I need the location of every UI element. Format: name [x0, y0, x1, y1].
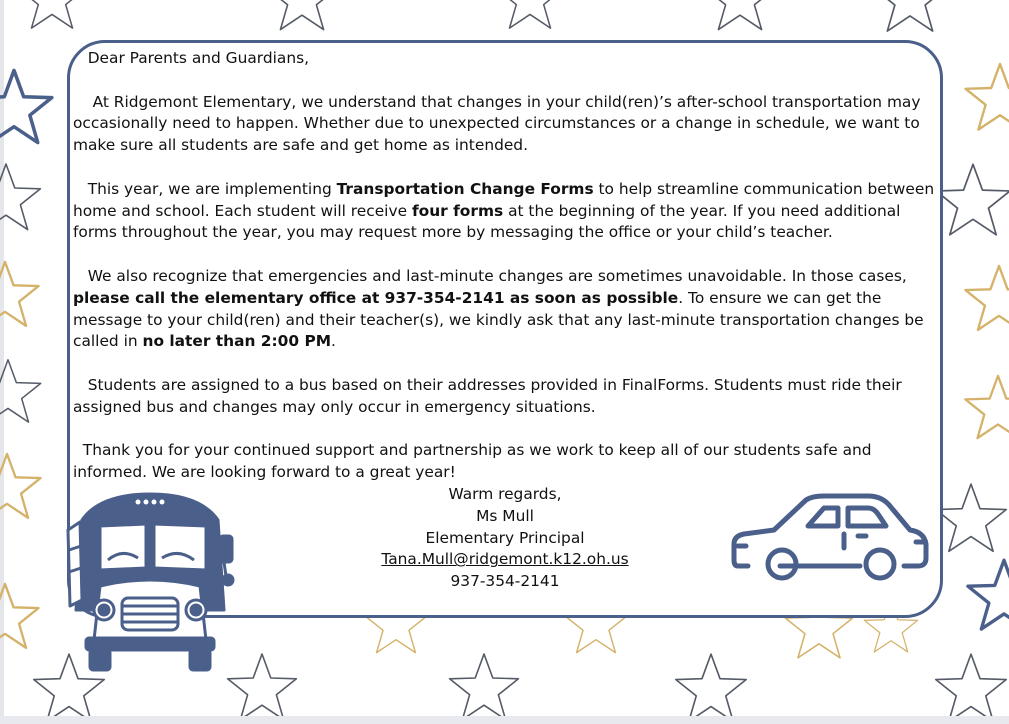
- bold-deadline: no later than 2:00 PM: [142, 332, 332, 351]
- paragraph-forms: This year, we are implementing Transportation Change Forms to help streamline communication between home and school. Each student will receive four forms at the beginning of the year. If you need additional forms throughout the year, you may request more by messaging the office or your child’s teacher.: [73, 179, 935, 242]
- email-link[interactable]: Tana.Mull@ridgemont.k12.oh.us: [381, 550, 629, 569]
- school-bus-icon: [60, 490, 240, 672]
- signature-block: [305, 484, 705, 593]
- bold-transportation-forms: Transportation Change Forms: [336, 179, 594, 198]
- paragraph-intro: At Ridgemont Elementary, we understand that changes in your child(ren)’s after-school transportation may occasionally need to happen. Whether due to unexpected circumstances or a change in schedule, we want to make sure all students are safe and get home as intended.: [73, 92, 921, 155]
- paragraph-thanks: Thank you for your continued support and partnership as we work to keep all of our students safe and informed. We are looking forward to a great year!: [73, 441, 872, 482]
- closing: Warm regards,: [448, 485, 562, 503]
- letter-body: [73, 48, 943, 506]
- paragraph-bus-assignment: Students are assigned to a bus based on their addresses provided in FinalForms. Students must ride their assigned bus and changes may only occur in emergency situations.: [73, 375, 902, 416]
- phone-number: 937-354-2141: [450, 572, 560, 591]
- bold-call-office: please call the elementary office at 937-354-2141 as soon as possible: [73, 288, 679, 307]
- paragraph-emergencies: We also recognize that emergencies and last-minute changes are sometimes unavoidable. In those cases, please call the elementary office at 937-354-2141 as soon as possible. To ensure we can get the message to your child(ren) and their teacher(s), we kindly ask that any last-minute transportation changes be called in no later than 2:00 PM.: [73, 266, 924, 351]
- signer-name: Ms Mull: [476, 506, 534, 525]
- page-bottom-strip: [0, 716, 1009, 724]
- signer-title: Elementary Principal: [425, 528, 585, 547]
- car-icon: [728, 492, 932, 588]
- greeting: Dear Parents and Guardians,: [87, 49, 309, 67]
- bold-four-forms: four forms: [411, 201, 504, 220]
